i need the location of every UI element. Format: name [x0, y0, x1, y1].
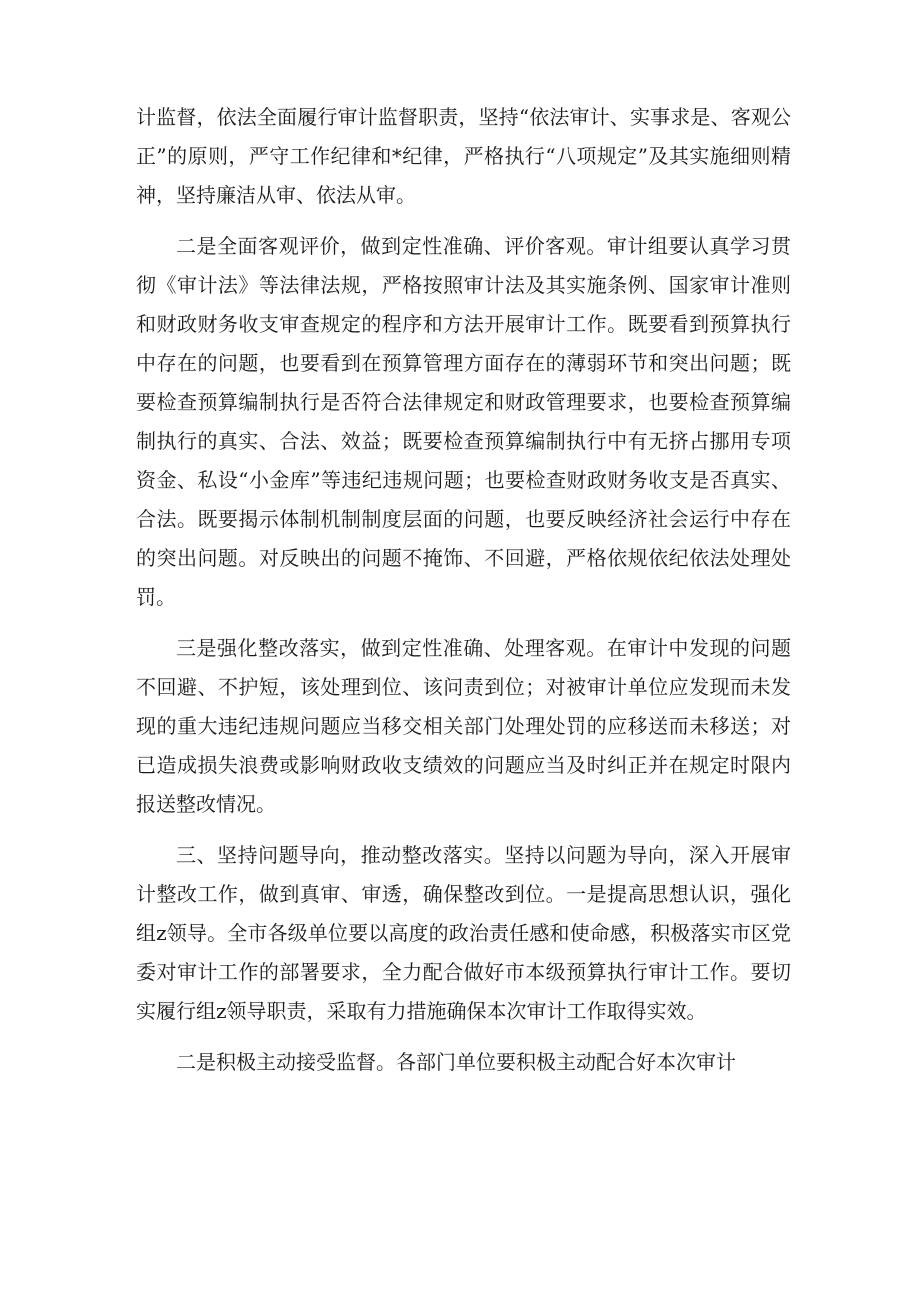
paragraph-2: 二是全面客观评价，做到定性准确、评价客观。审计组要认真学习贯彻《审计法》等法律法规，严格按照审计法及其实施条例、国家审计准则和财政财务收支审查规定的程序和方法开展审计工作。既要看到预算执行中存在的问题，也要看到在预算管理方面存在的薄弱环节和突出问题；既要检查预算编制执行是否符合法律规定和财政管理要求，也要检查预算编制执行的真实、合法、效益；既要检查预算编制执行中有无挤占挪用专项资金、私设“小金库”等违纪违规问题；也要检查财政财务收支是否真实、合法。既要揭示体制机制制度层面的问题，也要反映经济社会运行中存在的突出问题。对反映出的问题不掩饰、不回避，严格依规依纪依法处理处罚。 [136, 234, 791, 609]
document-body [136, 98, 791, 1082]
paragraph-4: 三、坚持问题导向，推动整改落实。坚持以问题为导向，深入开展审计整改工作，做到真审、审透，确保整改到位。一是提高思想认识，强化组z领导。全市各级单位要以高度的政治责任感和使命感，积极落实市区党委对审计工作的部署要求，全力配合做好市本级预算执行审计工作。要切实履行组z领导职责，采取有力措施确保本次审计工作取得实效。 [136, 843, 791, 1023]
paragraph-1: 计监督，依法全面履行审计监督职责，坚持“依法审计、实事求是、客观公正”的原则，严守工作纪律和*纪律，严格执行“八项规定”及其实施细则精神，坚持廉洁从审、依法从审。 [136, 105, 791, 207]
paragraph-5: 二是积极主动接受监督。各部门单位要积极主动配合好本次审计 [176, 1050, 736, 1074]
paragraph-3: 三是强化整改落实，做到定性准确、处理客观。在审计中发现的问题不回避、不护短，该处理到位、该问责到位；对被审计单位应发现而未发现的重大违纪违规问题应当移交相关部门处理处罚的应移送而未移送；对已造成损失浪费或影响财政收支绩效的问题应当及时纠正并在规定时限内报送整改情况。 [136, 636, 791, 816]
